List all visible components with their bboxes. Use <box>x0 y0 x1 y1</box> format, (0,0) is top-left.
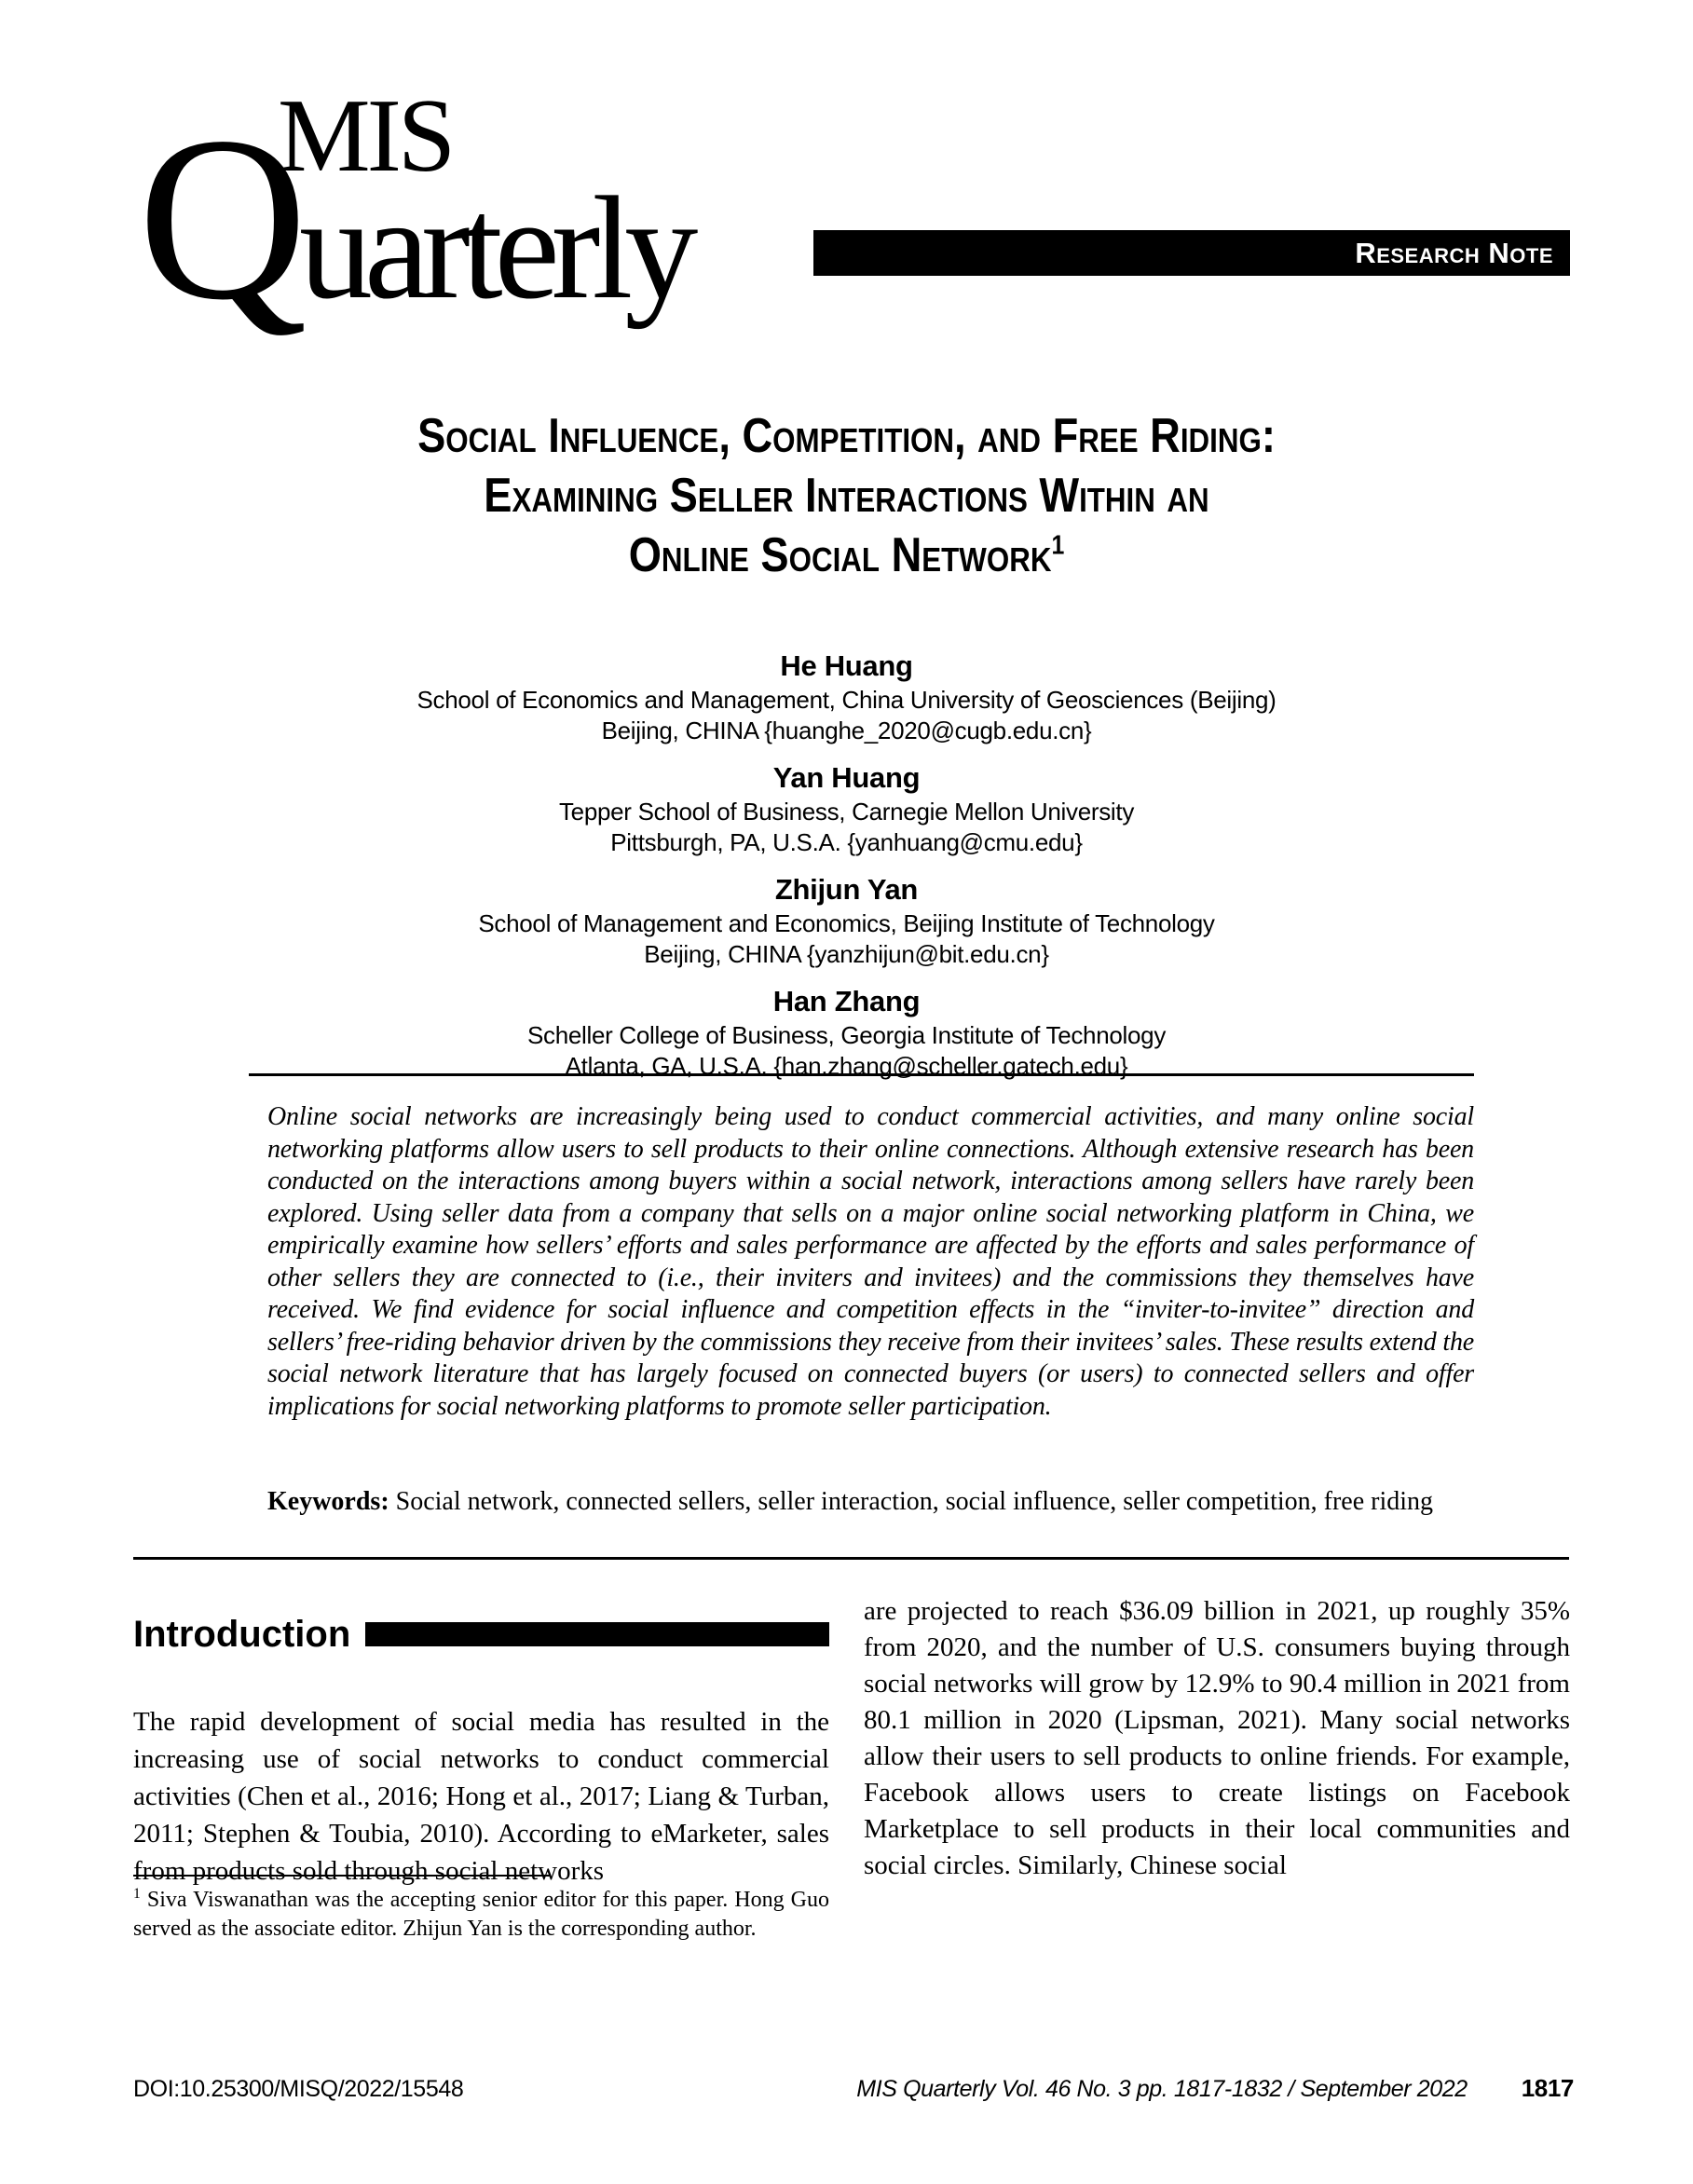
section-heading-bar <box>365 1622 829 1646</box>
author-affiliation: School of Management and Economics, Beijing Institute of Technology <box>478 909 1215 937</box>
author-name: Zhijun Yan <box>774 873 919 906</box>
paper-title <box>110 406 1583 585</box>
keywords-line <box>267 1485 1474 1519</box>
introduction-heading-label: Introduction <box>133 1614 351 1655</box>
footnote-text-line <box>133 1886 829 1944</box>
research-note-banner <box>813 230 1570 276</box>
section-divider-rule <box>133 1557 1569 1560</box>
introduction-heading <box>133 1614 829 1655</box>
author-location-email: Pittsburgh, PA, U.S.A. {yanhuang@cmu.edu} <box>610 828 1083 856</box>
keywords-label: Keywords: <box>267 1487 389 1516</box>
author-block <box>0 982 1693 1082</box>
journal-citation: MIS Quarterly Vol. 46 No. 3 pp. 1817-1832 / September 2022 <box>856 2076 1468 2102</box>
author-affiliation: School of Economics and Management, China University of Geosciences (Beijing) <box>416 686 1277 714</box>
page-number: 1817 <box>1521 2074 1574 2102</box>
introduction-paragraph-left: The rapid development of social media has resulted in the increasing use of social networks to conduct commercial activities (Chen et al., 2016; Hong et al., 2017; Liang & Turban, 2011; Stephen & Toubia, 2010). According to eMarketer, sales from products sold through social networks <box>133 1707 829 1886</box>
footnote-text: Siva Viswanathan was the accepting senior editor for this paper. Hong Guo served as the associate editor. Zhijun Yan is the corresponding author. <box>133 1888 829 1941</box>
logo-quarterly-rest: uarterly <box>299 167 690 330</box>
title-line-1: Social Influence, Competition, and Free Riding: <box>417 409 1276 463</box>
footnote-marker: 1 <box>133 1886 141 1902</box>
author-location-email: Beijing, CHINA {yanzhijun@bit.edu.cn} <box>644 940 1049 968</box>
page-footer <box>133 2074 1574 2103</box>
author-affiliation: Tepper School of Business, Carnegie Mellon University <box>558 798 1135 826</box>
author-list <box>0 647 1693 1094</box>
logo-mis-text: MIS <box>278 78 453 194</box>
author-block <box>0 647 1693 746</box>
abstract-text: Online social networks are increasingly being used to conduct commercial activities, and many online social networking platforms allow users to sell products to their online connections. Although extensive research has been conducted on the interactions among buyers within a social network, interactions among sellers have rarely been explored. Using seller data from a company that sells on a major online social networking platform in China, we empirically examine how sellers’ efforts and sales performance are affected by the efforts and sales performance of other sellers they are connected to (i.e., their inviters and invitees) and the commissions they themselves have received. We find evidence for social influence and competition effects in the “inviter-to-invitee” direction and sellers’ free-riding behavior driven by the commissions they receive from their invitees’ sales. These results extend the social network literature that has largely focused on connected buyers (or users) to connected sellers and offer implications for social networking platforms to promote seller participation. <box>267 1102 1474 1421</box>
author-location-email: Atlanta, GA, U.S.A. {han.zhang@scheller.gatech.edu} <box>565 1052 1128 1080</box>
footnote-block <box>133 1875 829 1944</box>
title-line-2: Examining Seller Interactions Within an <box>484 469 1209 523</box>
author-name: Han Zhang <box>772 985 921 1017</box>
logo-quarterly-text <box>138 88 690 348</box>
mis-quarterly-logo <box>138 67 790 365</box>
author-block <box>0 758 1693 858</box>
doi-text: DOI:10.25300/MISQ/2022/15548 <box>133 2076 464 2102</box>
author-name: He Huang <box>780 649 913 682</box>
research-note-label: Research Note <box>1355 236 1553 269</box>
title-footnote-marker: 1 <box>1051 530 1065 561</box>
author-name: Yan Huang <box>772 761 921 794</box>
left-column <box>133 1614 829 1890</box>
logo-q-letter: Q <box>138 88 299 348</box>
footnote-rule <box>133 1875 550 1877</box>
title-line-3: Online Social Network$^1$ <box>628 528 1065 582</box>
author-location-email: Beijing, CHINA {huanghe_2020@cugb.edu.cn} <box>601 717 1092 744</box>
keywords-text: Social network, connected sellers, seller interaction, social influence, seller competition, free riding <box>389 1487 1434 1516</box>
abstract-top-rule <box>249 1073 1474 1076</box>
introduction-paragraph-right: are projected to reach $36.09 billion in 2021, up roughly 35% from 2020, and the number of U.S. consumers buying through social networks will grow by 12.9% to 90.4 million in 2021 from 80.1 million in 2020 (Lipsman, 2021). Many social networks allow their users to sell products to online friends. For example, Facebook allows users to create listings on Facebook Marketplace to sell products in their local communities and social circles. Similarly, Chinese social <box>864 1596 1570 1880</box>
author-block <box>0 870 1693 970</box>
author-affiliation: Scheller College of Business, Georgia Institute of Technology <box>526 1021 1167 1049</box>
